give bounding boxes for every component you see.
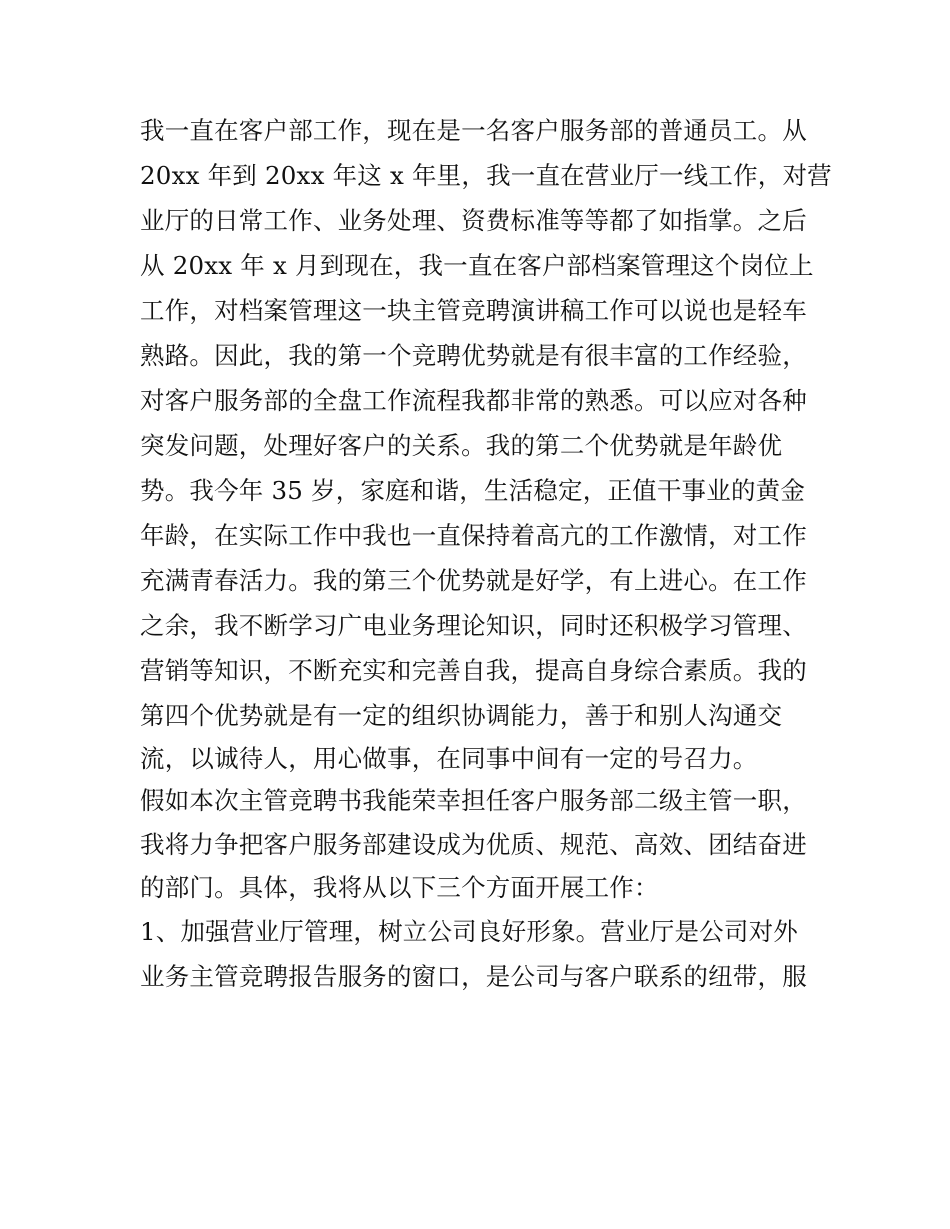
text-line: 工作，对档案管理这一块主管竞聘演讲稿工作可以说也是轻车 (140, 296, 807, 325)
text-line: 业务主管竞聘报告服务的窗口，是公司与客户联系的纽带，服 (140, 962, 807, 991)
text-line: 业厅的日常工作、业务处理、资费标准等等都了如指掌。之后 (140, 206, 807, 235)
text-line: 年龄，在实际工作中我也一直保持着高亢的工作激情，对工作 (140, 521, 807, 550)
text-line: 从 20xx 年 x 月到现在，我一直在客户部档案管理这个岗位上 (140, 251, 814, 280)
text-line: 熟路。因此，我的第一个竞聘优势就是有很丰富的工作经验， (140, 341, 807, 370)
text-line: 假如本次主管竞聘书我能荣幸担任客户服务部二级主管一职， (140, 786, 807, 815)
text-line: 1、加强营业厅管理，树立公司良好形象。营业厅是公司对外 (140, 917, 798, 946)
text-line: 充满青春活力。我的第三个优势就是好学，有上进心。在工作 (140, 566, 807, 595)
text-line: 20xx 年到 20xx 年这 x 年里，我一直在营业厅一线工作，对营 (140, 161, 832, 190)
body-text (140, 108, 832, 999)
text-line: 营销等知识，不断充实和完善自我，提高自身综合素质。我的 (140, 656, 807, 685)
text-line: 流，以诚待人，用心做事，在同事中间有一定的号召力。 (140, 744, 758, 773)
text-line: 之余，我不断学习广电业务理论知识，同时还积极学习管理、 (140, 611, 807, 640)
text-line: 突发问题，处理好客户的关系。我的第二个优势就是年龄优 (140, 431, 783, 460)
text-line: 的部门。具体，我将从以下三个方面开展工作： (140, 873, 659, 902)
text-line: 势。我今年 35 岁，家庭和谐，生活稳定，正值干事业的黄金 (140, 476, 806, 505)
text-line: 对客户服务部的全盘工作流程我都非常的熟悉。可以应对各种 (140, 386, 807, 415)
text-line: 我将力争把客户服务部建设成为优质、规范、高效、团结奋进 (140, 830, 807, 859)
text-line: 第四个优势就是有一定的组织协调能力，善于和别人沟通交 (140, 701, 783, 730)
text-line: 我一直在客户部工作，现在是一名客户服务部的普通员工。从 (140, 116, 807, 145)
